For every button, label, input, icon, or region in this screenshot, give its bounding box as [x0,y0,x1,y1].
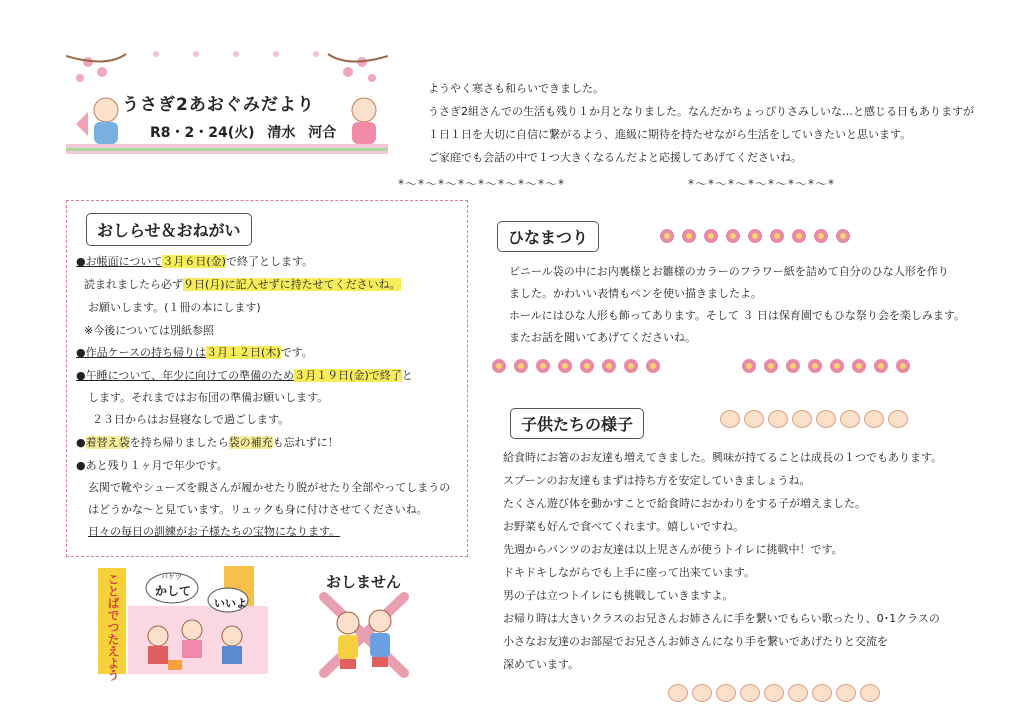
notice-title: おしらせ＆おねがい [86,213,252,246]
intro-line: ご家庭でも会話の中で１つ大きくなるんだよと応援してあげてくださいね。 [428,151,802,164]
no-pushing-illustration [318,591,410,679]
children-line: 先週からパンツのお友達は以上児さんが使うトイレに挑戦中！です。 [503,543,843,556]
notice-line: 日々の毎日の訓練がお子様たちの宝物になります。 [88,525,341,538]
sharing-illustration [128,566,268,674]
notice-line: します。それまではお布団の準備お願いします。 [88,391,329,404]
notice-line: お願いします。(１冊の本にします) [88,301,261,314]
faces-decoration [666,684,882,706]
bubble-kashite: かして [155,584,192,598]
notice-line: 玄関で靴やシューズを親さんが履かせたり脱がせたり全部やってしまうの [88,481,451,494]
children-line: お野菜も好んで食べてくれます。嬉しいですね。 [503,520,745,533]
bubble-ruby: バケツ [161,573,182,581]
children-line: 小さなお友達のお部屋でお兄さんお姉さんになり手を繋いであげたりと交流を [503,635,888,648]
intro-line: うさぎ2組さんでの生活も残り１か月となりました。なんだかちょっぴりさみしいな…と感じる日もありますが [428,105,974,118]
notice-line: ２３日からはお昼寝なしで過ごします。 [92,413,290,426]
highlight: ３月１９日(金)で終了 [294,369,402,382]
intro-line: １日１日を大切に自信に繋がるよう、進級に期待を持たせながら生活をしていきたいと思います。 [428,128,912,141]
flower-decoration [656,228,854,247]
kotoba-label: ことばでつたえよう [106,573,120,681]
wave-divider: *～*～*～*～*～*～*～* [688,177,836,191]
children-line: 給食時にお箸のお友達も増えてきました。興味が持てることは成長の１つでもあります。 [503,451,943,464]
flower-decoration [738,358,914,377]
notice-line: ※今後については別紙参照 [84,324,214,337]
notice-line: ●着替え袋を持ち帰りましたら袋の補充も忘れずに！ [76,436,339,449]
flower-decoration [488,358,664,377]
children-line: 深めています。 [503,658,580,671]
hina-line: ました。かわいい表情もペンを使い描きましたよ。 [509,287,762,300]
children-line: たくさん遊び体を動かすことで給食時におかわりをする子が増えました。 [503,497,866,510]
children-line: スプーンのお友達もまずは持ち方を安定していきましょうね。 [503,474,811,487]
notice-line: はどうかな～と見ています。リュックも身に付けさせてくださいね。 [88,503,428,516]
intro-line: ようやく寒さも和らいできました。 [428,82,604,95]
notice-line: ●作品ケースの持ち帰りは３月１２日(木)です。 [76,346,313,359]
date-teachers [150,122,344,142]
bubble-iiyo: いいよ [214,597,247,610]
highlight: ９日(月)に記入せずに持たせてくださいね。 [183,278,401,291]
hina-line: またお話を聞いてあげてくださいね。 [509,331,696,344]
issue-date: R8・2・24(火) [150,125,255,141]
children-title: 子供たちの様子 [510,408,644,439]
newsletter-title: うさぎ2あおぐみだより [122,95,315,115]
notice-line: 読まれましたら必ず９日(月)に記入せずに持たせてくださいね。 [84,278,401,291]
oshimasen-title: おしません [326,573,402,591]
wave-divider: *～*～*～*～*～*～*～*～* [398,177,566,191]
notice-line: ●お帳面について３月６日(金)で終了とします。 [76,255,314,268]
children-line: 男の子は立つトイレにも挑戦していきますよ。 [503,589,734,602]
highlight: ３月１２日(木) [206,346,281,359]
teacher-name-1: 清水 [267,125,296,141]
faces-decoration [718,410,910,432]
highlight: ３月６日(金) [162,255,226,268]
hina-line: ビニール袋の中にお内裏様とお雛様のカラーのフラワー紙を詰めて自分のひな人形を作り [509,265,949,278]
notice-line: ●午睡について、年少に向けての準備のため３月１９日(金)で終了と [76,369,413,382]
teacher-name-2: 河合 [308,125,337,141]
hina-title: ひなまつり [497,221,599,252]
notice-line: ●あと残り１ヶ月で年少です。 [76,459,228,472]
hina-line: ホールにはひな人形も飾ってあります。そして ３ 日は保育園でもひな祭り会を楽しみます。 [509,309,966,322]
children-line: お帰り時は大きいクラスのお兄さんお姉さんに手を繋いでもらい歌ったり、0･1クラスの [503,612,940,625]
children-line: ドキドキしながらでも上手に座って出来ています。 [503,566,756,579]
